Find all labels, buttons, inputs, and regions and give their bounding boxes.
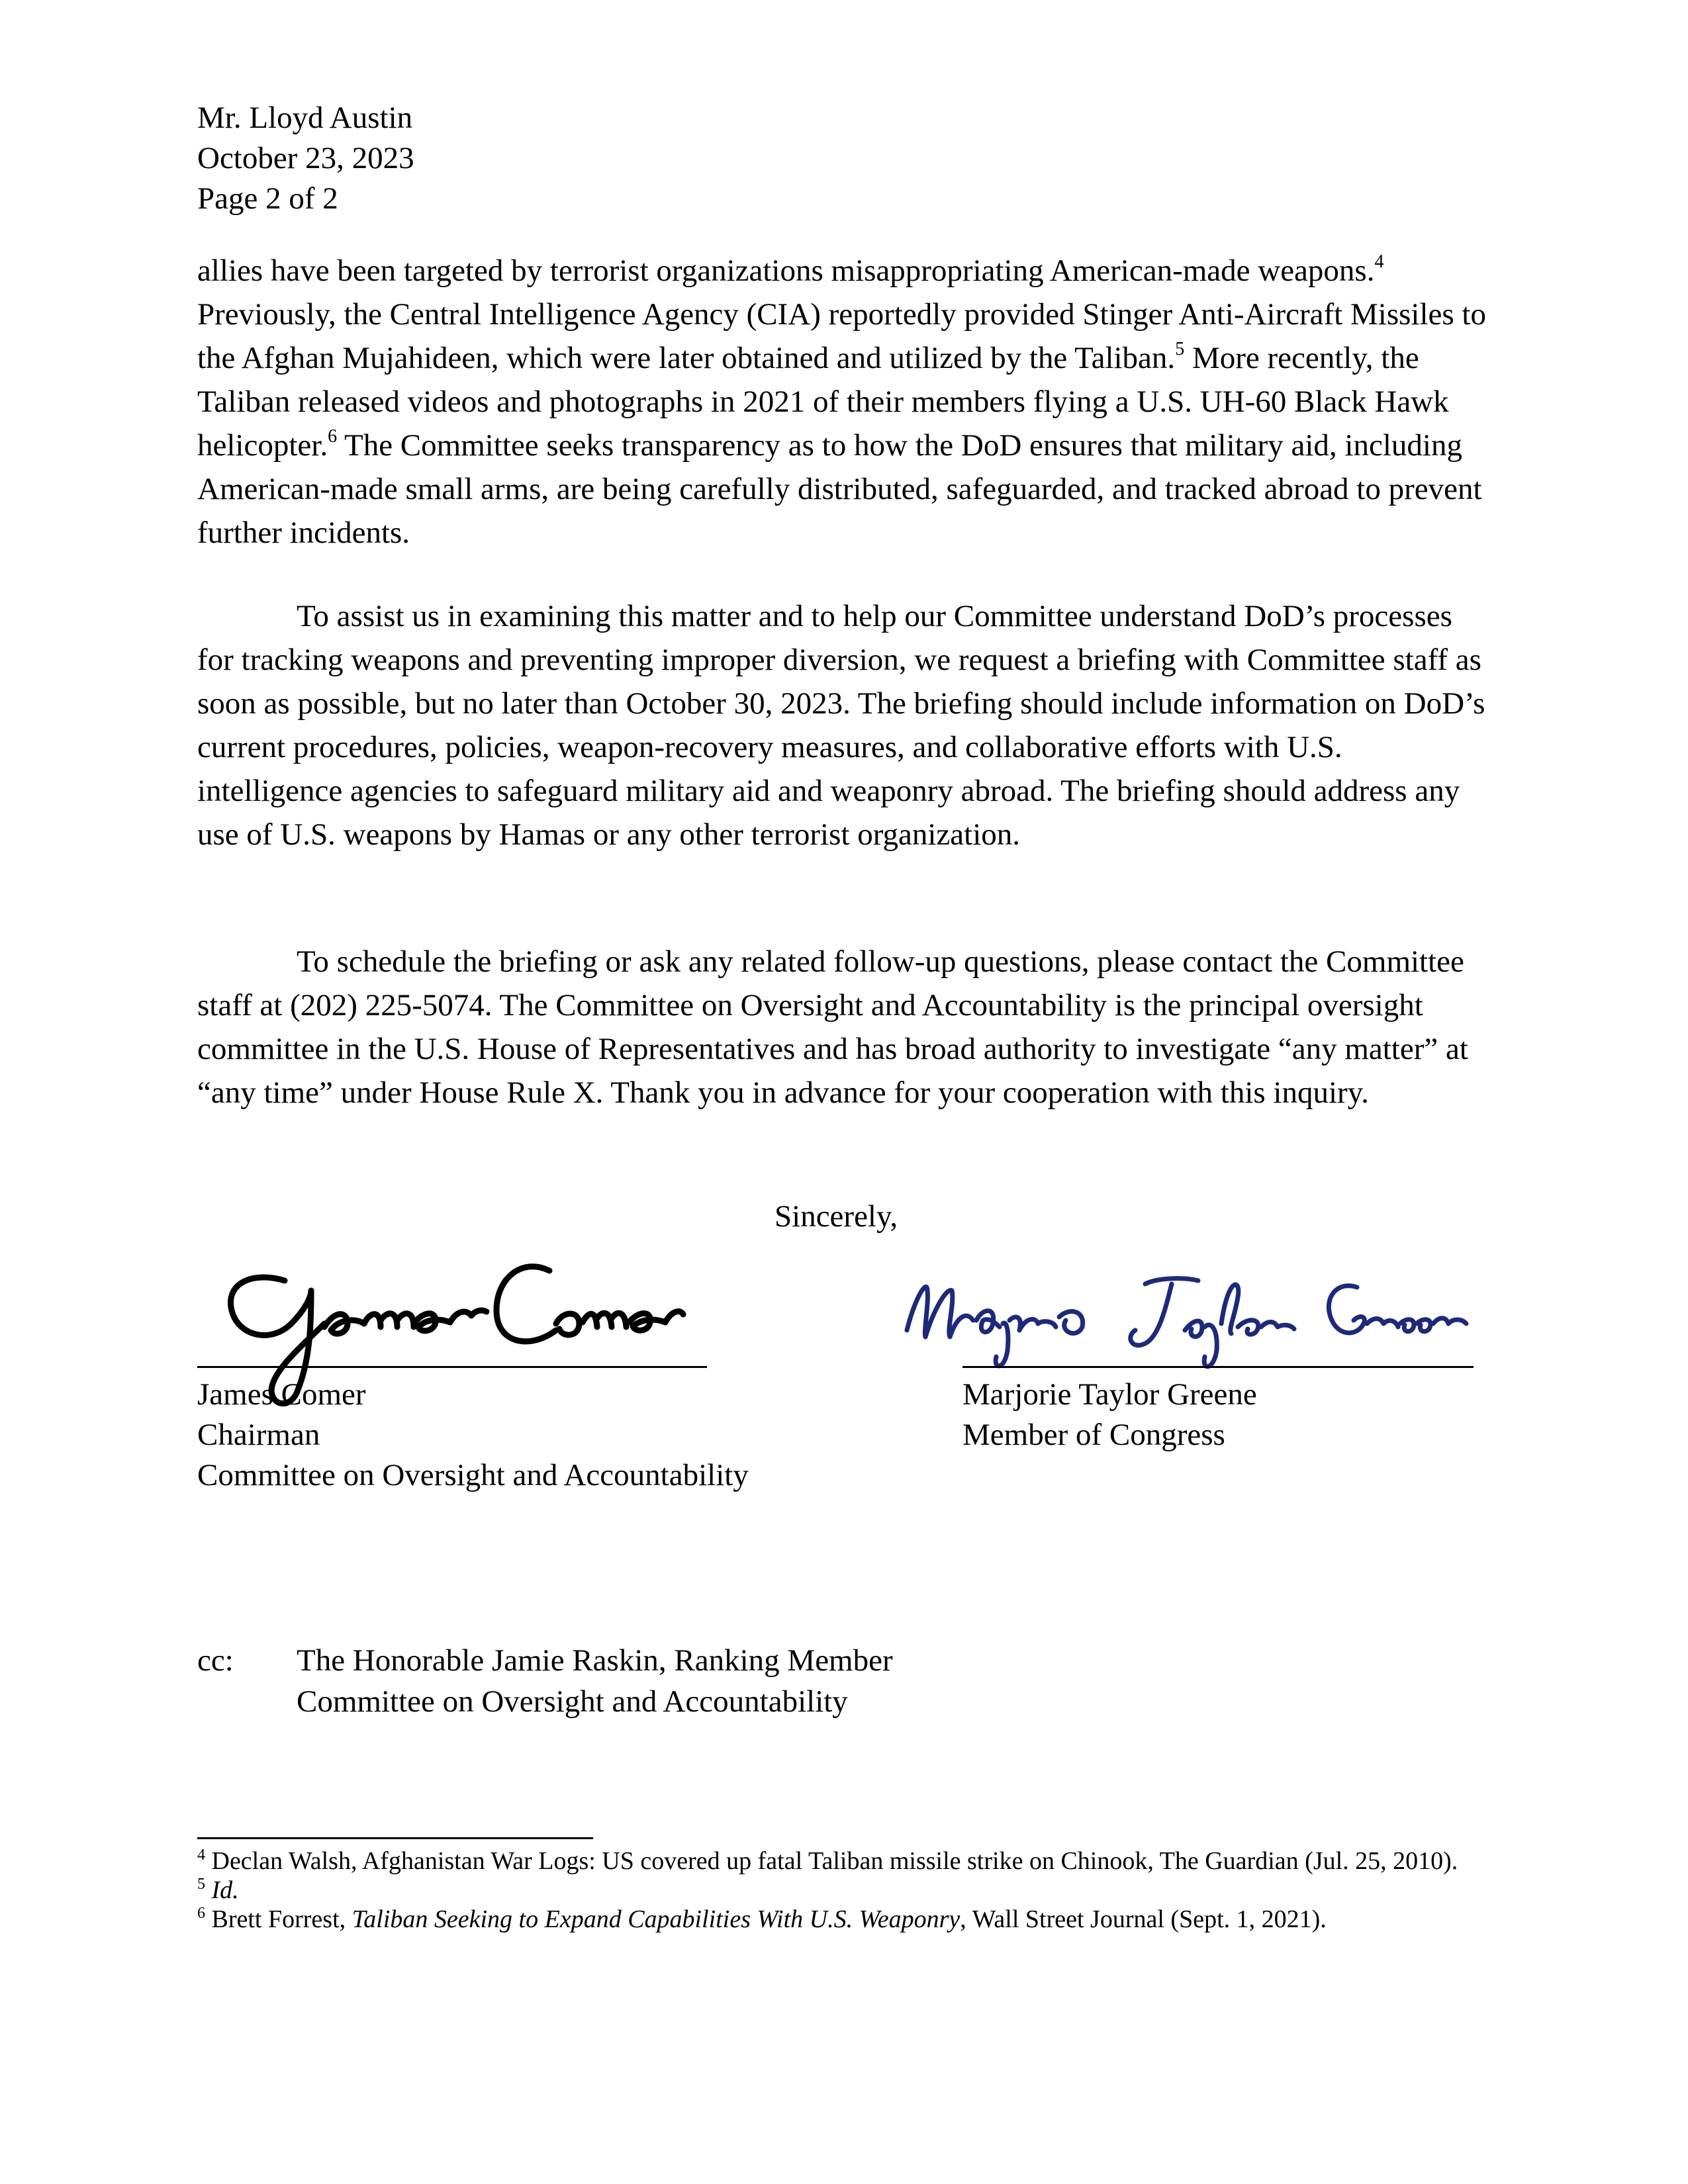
signature-line-right bbox=[962, 1366, 1474, 1368]
header-date: October 23, 2023 bbox=[197, 141, 414, 175]
p1-sentence-4: The Committee seeks transparency as to how the DoD ensures that military aid, including American-made small arms, are being carefully distributed, safeguarded, and tracked abroad to prevent further incidents. bbox=[197, 428, 1482, 550]
footnote-6-title: Taliban Seeking to Expand Capabilities With U.S. Weaponry bbox=[352, 1905, 961, 1933]
signatory-right-title: Member of Congress bbox=[962, 1418, 1225, 1452]
signatory-left-name: James Comer bbox=[197, 1377, 366, 1412]
signatory-left bbox=[197, 1375, 749, 1496]
header-page-number: Page 2 of 2 bbox=[197, 181, 338, 216]
footnote-ref-5: 5 bbox=[1175, 339, 1185, 359]
footnote-ref-6: 6 bbox=[328, 426, 338, 447]
signatory-right bbox=[962, 1375, 1257, 1455]
signature-line-left bbox=[197, 1366, 707, 1368]
p1-sentence-2: Previously, the Central Intelligence Agency (CIA) reportedly provided Stinger Anti-Aircraft Missiles to the Afghan Mujahideen, which were later obtained and utilized by the Taliban. bbox=[197, 297, 1486, 375]
footnote-separator bbox=[197, 1837, 593, 1839]
signature-marjorie-taylor-greene bbox=[894, 1257, 1476, 1383]
footnote-6-post: , Wall Street Journal (Sept. 1, 2021). bbox=[960, 1905, 1327, 1933]
signatory-left-title: Chairman bbox=[197, 1418, 320, 1452]
p3-text: To schedule the briefing or ask any related follow-up questions, please contact the Committee staff at (202) 225-5074. The Committee on Oversight and Accountability is the principal oversight committee in the U.S. House of Representatives and has broad authority to investigate “any matter” at “any time” under House Rule X. Thank you in advance for your cooperation with this inquiry. bbox=[197, 944, 1468, 1110]
footnote-4 bbox=[197, 1846, 1495, 1876]
footnote-6-pre: Brett Forrest, bbox=[205, 1905, 352, 1933]
footnotes bbox=[197, 1846, 1495, 1934]
cc-label: cc: bbox=[197, 1643, 234, 1678]
signatory-left-org: Committee on Oversight and Accountability bbox=[197, 1458, 749, 1492]
footnote-5-number: 5 bbox=[197, 1876, 205, 1893]
signatory-right-name: Marjorie Taylor Greene bbox=[962, 1377, 1257, 1412]
paragraph-2 bbox=[197, 594, 1495, 856]
p1-sentence-3: More recently, the Taliban released videos and photographs in 2021 of their members flying a U.S. UH-60 Black Hawk helicopter. bbox=[197, 341, 1449, 463]
cc-line-1: The Honorable Jamie Raskin, Ranking Member bbox=[297, 1643, 893, 1678]
footnote-4-text: Declan Walsh, Afghanistan War Logs: US covered up fatal Taliban missile strike on Chinook, The Guardian (Jul. 25, 2010). bbox=[205, 1847, 1458, 1875]
footnote-ref-4: 4 bbox=[1374, 251, 1384, 272]
paragraph-1 bbox=[197, 249, 1495, 555]
footnote-6-number: 6 bbox=[197, 1905, 205, 1922]
p2-text: To assist us in examining this matter and to help our Committee understand DoD’s processes for tracking weapons and preventing improper diversion, we request a briefing with Committee staff as soon as possible, but no later than October 30, 2023. The briefing should include information on DoD’s current procedures, policies, weapon-recovery measures, and collaborative efforts with U.S. intelligence agencies to safeguard military aid and weaponry abroad. The briefing should address any use of U.S. weapons by Hamas or any other terrorist organization. bbox=[197, 599, 1485, 852]
header-recipient: Mr. Lloyd Austin bbox=[197, 101, 413, 135]
p1-sentence-1: allies have been targeted by terrorist organizations misappropriating American-made weapons. bbox=[197, 253, 1375, 288]
closing-salutation: Sincerely, bbox=[774, 1199, 898, 1234]
footnote-4-number: 4 bbox=[197, 1846, 205, 1864]
page-header bbox=[197, 98, 414, 219]
cc-line-2: Committee on Oversight and Accountability bbox=[297, 1684, 848, 1719]
paragraph-3 bbox=[197, 940, 1495, 1115]
footnote-5-text: Id. bbox=[205, 1876, 239, 1904]
footnote-6 bbox=[197, 1905, 1495, 1934]
footnote-5 bbox=[197, 1876, 1495, 1905]
